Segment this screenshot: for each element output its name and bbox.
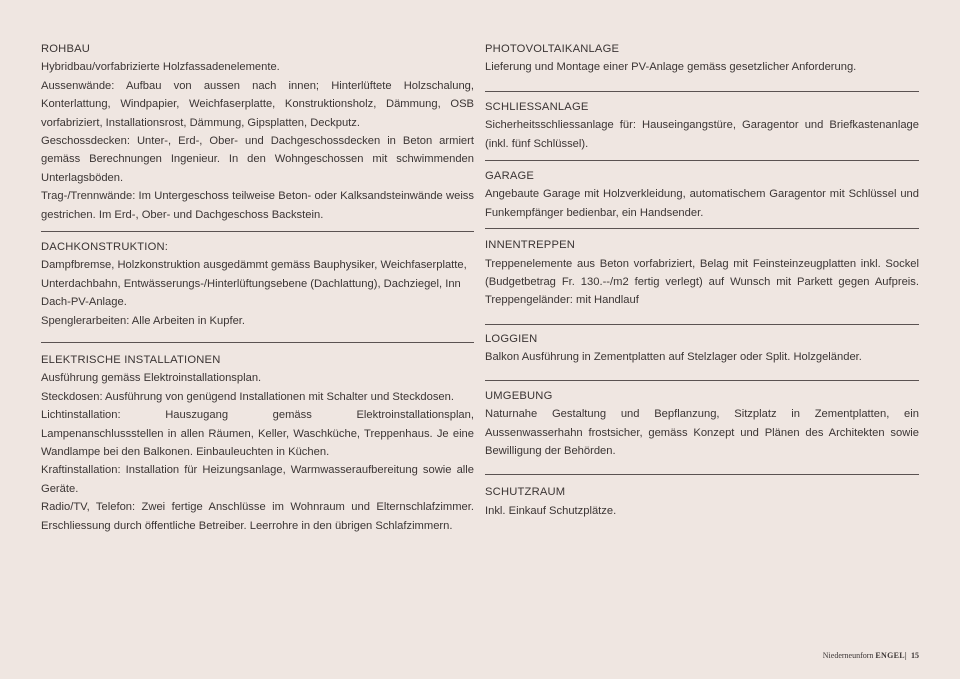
section-heading: SCHLIESSANLAGE <box>485 100 589 113</box>
section-heading: GARAGE <box>485 170 535 183</box>
section-paragraph: Trag-/Trennwände: Im Untergeschoss teilweise Beton- oder Kalksandsteinwände weiss gestrichen. Im Erd-, Ober- und Dachgeschoss Backstein. <box>41 190 474 221</box>
left-column <box>41 40 474 535</box>
section-paragraph: Balkon Ausführung in Zementplatten auf Stelzlager oder Split. Holzgeländer. <box>485 351 862 364</box>
section-paragraph: Radio/TV, Telefon: Zwei fertige Anschlüsse im Wohnraum und Elternschlafzimmer. Erschliessung durch öffentliche Betreiber. Leerrohre in den übrigen Schlafzimmern. <box>41 501 474 532</box>
section-paragraph: Aussenwände: Aufbau von aussen nach innen; Hinterlüftete Holzschalung, Konterlattung, Windpapier, Weichfaserplatte, Konstruktionsholz, Dämmung, OSB vorfabriziert, Installationsrost, Dämmung, Gipsplatten, Deckputz. <box>41 79 474 129</box>
section-elektrische-installationen <box>41 351 474 535</box>
section-divider <box>485 474 919 475</box>
section-loggien <box>485 330 919 367</box>
section-dachkonstruktion <box>41 238 474 330</box>
page-number: 15 <box>911 651 919 660</box>
section-heading: ELEKTRISCHE INSTALLATIONEN <box>41 354 221 367</box>
section-paragraph: Dampfbremse, Holzkonstruktion ausgedämmt gemäss Bauphysiker, Weichfaserplatte, Unterdachbahn, Entwässerungs-/Hinterlüftungsebene (Dachlattung), Dachziegel, Inn Dach-PV-Anlage. <box>41 259 467 309</box>
section-umgebung <box>485 387 919 461</box>
page-footer <box>823 651 919 660</box>
section-heading: LOGGIEN <box>485 332 538 345</box>
section-heading: DACHKONSTRUKTION: <box>41 241 169 253</box>
section-paragraph: Geschossdecken: Unter-, Erd-, Ober- und Dachgeschossdecken in Beton armiert gemäss Berechnungen Ingenieur. In den Wohngeschossen mit schwimmenden Unterlagsböden. <box>41 135 474 184</box>
section-schliessanlage <box>485 98 919 153</box>
section-garage <box>485 167 919 222</box>
section-paragraph: Inkl. Einkauf Schutzplätze. <box>485 504 617 517</box>
section-paragraph: Angebaute Garage mit Holzverkleidung, automatischem Garagentor mit Schlüssel und Funkempfänger bedienbar, ein Handsender. <box>485 188 919 219</box>
section-heading: PHOTOVOLTAIKANLAGE <box>485 43 620 55</box>
section-paragraph: Kraftinstallation: Installation für Heizungsanlage, Warmwasseraufbereitung sowie alle Geräte. <box>41 464 474 495</box>
section-paragraph: Naturnahe Gestaltung und Bepflanzung, Sitzplatz in Zementplatten, ein Aussenwasserhahn frostsicher, gemäss Konzept und Plänen des Architekten sowie Bewilligung der Behörden. <box>485 408 919 457</box>
section-divider <box>485 324 919 325</box>
section-innentreppen <box>485 236 919 310</box>
section-heading: INNENTREPPEN <box>485 239 576 252</box>
section-paragraph: Spenglerarbeiten: Alle Arbeiten in Kupfer. <box>41 314 246 327</box>
section-paragraph: Treppenelemente aus Beton vorfabriziert, Belag mit Feinsteinzeugplatten inkl. Sockel (Budgetbetrag Fr. 130.--/m2 fertig verlegt) auf Wunsch mit Parkett gegen Aufpreis. Treppengeländer: mit Handlauf <box>485 257 919 307</box>
right-column <box>485 40 919 520</box>
section-paragraph: Steckdosen: Ausführung von genügend Installationen mit Schalter und Steckdosen. <box>41 390 454 403</box>
footer-project: Niederneunforn <box>822 651 874 660</box>
section-paragraph: Ausführung gemäss Elektroinstallationsplan. <box>41 372 262 385</box>
section-schutzraum <box>485 483 919 520</box>
section-paragraph: Sicherheitsschliessanlage für: Hauseingangstüre, Garagentor und Briefkastenanlage (inkl. fünf Schlüssel). <box>485 119 919 150</box>
section-divider <box>485 228 919 229</box>
section-divider <box>41 231 474 232</box>
section-heading: ROHBAU <box>41 43 91 55</box>
section-paragraph: Lieferung und Montage einer PV-Anlage gemäss gesetzlicher Anforderung. <box>485 61 857 74</box>
section-divider <box>485 91 919 92</box>
section-paragraph: Hybridbau/vorfabrizierte Holzfassadenelemente. <box>41 61 280 74</box>
footer-brand: ENGEL| <box>875 651 907 660</box>
section-photovoltaikanlage <box>485 40 919 77</box>
section-divider <box>41 342 474 343</box>
section-heading: UMGEBUNG <box>485 389 553 402</box>
section-divider <box>485 160 919 161</box>
section-rohbau <box>41 40 474 220</box>
section-paragraph: Lichtinstallation: Hauszugang gemäss Elektroinstallationsplan, Lampenanschlussstellen in allen Räumen, Keller, Waschküche, Treppenhaus. Je eine Wandlampe bei den Balkonen. Einbauleuchten in Küchen. <box>41 409 474 459</box>
section-divider <box>485 380 919 381</box>
section-heading: SCHUTZRAUM <box>485 486 566 499</box>
